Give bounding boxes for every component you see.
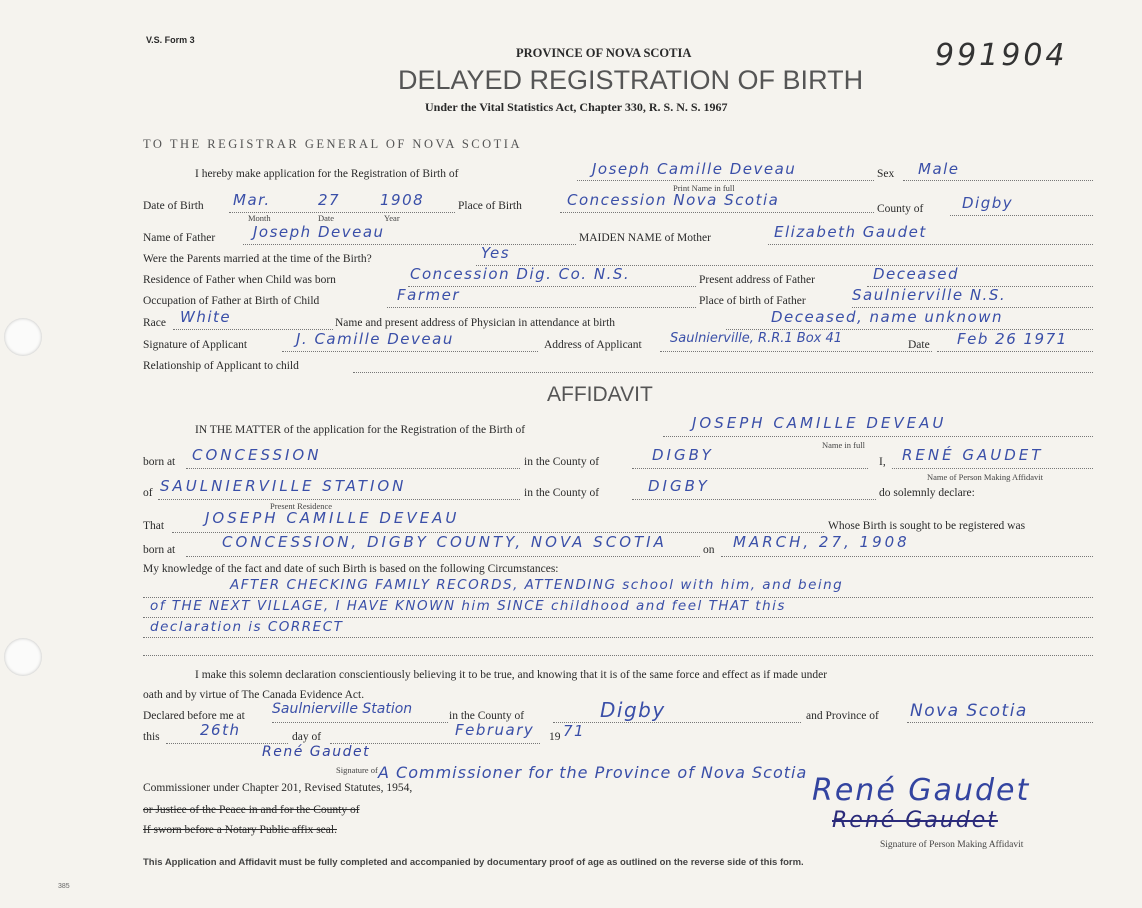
sex-value: Male (918, 160, 960, 178)
solemnly-label: do solemnly declare: (879, 487, 975, 499)
day-of-label: day of (292, 731, 322, 743)
solemn-text: I make this solemn declaration conscientiously believing it to be true, and knowing that it is of the same force and effect as if made under (195, 669, 828, 681)
circ-line-4 (143, 655, 1093, 656)
child-name-value: Joseph Camille Deveau (592, 160, 797, 178)
province-heading: PROVINCE OF NOVA SCOTIA (516, 46, 692, 60)
sig-applicant-label: Signature of Applicant (143, 339, 248, 351)
form-code: V.S. Form 3 (146, 35, 195, 45)
father-birth-label: Place of birth of Father (699, 295, 806, 307)
person-signature: René Gaudet (812, 773, 1031, 808)
res-father-value: Concession Dig. Co. N.S. (410, 265, 631, 283)
date-caption: Date (318, 213, 335, 223)
apply-label: I hereby make application for the Registration of Birth of (195, 168, 459, 180)
oath-text: oath and by virtue of The Canada Evidence Act. (143, 689, 365, 701)
county-of-line-2 (632, 499, 876, 500)
year-caption: Year (384, 213, 400, 223)
day-value: 26th (200, 721, 241, 739)
relationship-line (353, 372, 1093, 373)
signature-of-caption: Signature of (336, 765, 378, 775)
mother-value: Elizabeth Gaudet (774, 223, 927, 241)
i-label: I, (879, 456, 886, 468)
matter-name-value: JOSEPH CAMILLE DEVEAU (692, 414, 947, 432)
born-place-value: CONCESSION, DIGBY COUNTY, NOVA SCOTIA (222, 533, 667, 551)
born-at-label-2: born at (143, 544, 176, 556)
race-label: Race (143, 317, 166, 329)
county-label-2: in the County of (449, 710, 525, 722)
punch-hole (4, 638, 42, 676)
page-title: DELAYED REGISTRATION OF BIRTH (398, 65, 864, 95)
married-label: Were the Parents married at the time of the Birth? (143, 253, 372, 265)
justice-line: or Justice of the Peace in and for the County of (143, 804, 360, 816)
county-of-value: DIGBY (652, 446, 714, 464)
knowledge-label: My knowledge of the fact and date of such Birth is based on the following Circumstances: (143, 563, 559, 575)
date-line (937, 351, 1093, 352)
race-value: White (180, 308, 232, 326)
month-caption: Month (248, 213, 271, 223)
county-of-value-2: DIGBY (648, 477, 710, 495)
father-birth-value: Saulnierville N.S. (852, 286, 1007, 304)
declared-label: Declared before me at (143, 710, 245, 722)
place-label: Place of Birth (458, 200, 522, 212)
addr-applicant-label: Address of Applicant (544, 339, 642, 351)
affidavit-heading: AFFIDAVIT (547, 383, 653, 406)
dob-month-value: Mar. (233, 191, 271, 209)
on-label: on (703, 544, 715, 556)
sig-applicant-value: J. Camille Deveau (296, 330, 454, 348)
that-value: JOSEPH CAMILLE DEVEAU (205, 509, 460, 527)
registration-number: 991904 (935, 38, 1068, 73)
born-at-value: CONCESSION (192, 446, 322, 464)
circumstances-line-1: AFTER CHECKING FAMILY RECORDS, ATTENDING school with him, and being (230, 577, 844, 593)
date-value: Feb 26 1971 (957, 330, 1068, 348)
occupation-line (387, 307, 696, 308)
residence-line (158, 499, 520, 500)
county-label: County of (877, 203, 924, 215)
born-place-line (186, 556, 700, 557)
present-father-label: Present address of Father (699, 274, 815, 286)
person-line (892, 468, 1093, 469)
occupation-label: Occupation of Father at Birth of Child (143, 295, 320, 307)
sex-line (903, 180, 1093, 181)
circ-line-3 (143, 637, 1093, 638)
notary-line: If sworn before a Notary Public affix seal. (143, 824, 337, 836)
province-label: and Province of (806, 710, 879, 722)
place-line (560, 212, 874, 213)
present-residence-caption: Present Residence (270, 501, 333, 511)
born-date-line (721, 556, 1093, 557)
present-father-value: Deceased (873, 265, 960, 283)
relationship-label: Relationship of Applicant to child (143, 360, 299, 372)
name-line (577, 180, 874, 181)
sex-label: Sex (877, 168, 895, 180)
county-of-label: in the County of (524, 456, 600, 468)
punch-hole (4, 318, 42, 356)
to-registrar-line: TO THE REGISTRAR GENERAL OF NOVA SCOTIA (143, 137, 523, 151)
sig-applicant-line (282, 351, 538, 352)
county-value-2: Digby (600, 698, 666, 722)
addr-applicant-value: Saulnierville, R.R.1 Box 41 (670, 331, 843, 346)
commissioner-signature: René Gaudet (262, 744, 371, 760)
circumstances-line-2: of THE NEXT VILLAGE, I HAVE KNOWN him SINCE childhood and feel THAT this (150, 598, 786, 614)
dob-year-value: 1908 (380, 191, 425, 209)
county-value: Digby (962, 194, 1014, 212)
person-caption: Name of Person Making Affidavit (927, 472, 1043, 482)
county-of-line (632, 468, 868, 469)
year-prefix: 19 (549, 731, 561, 743)
born-at-line (186, 468, 520, 469)
commissioner-value: A Commissioner for the Province of Nova Scotia (378, 763, 808, 782)
province-line (907, 722, 1093, 723)
corner-code: 385 (58, 883, 70, 890)
circ-line-2 (143, 617, 1093, 618)
father-label: Name of Father (143, 232, 216, 244)
name-in-full-caption: Name in full (822, 440, 865, 450)
print-name-caption: Print Name in full (673, 183, 735, 193)
whose-birth-label: Whose Birth is sought to be registered was (828, 520, 1026, 532)
dob-label: Date of Birth (143, 200, 204, 212)
physician-value: Deceased, name unknown (771, 308, 1004, 326)
subtitle: Under the Vital Statistics Act, Chapter 330, R. S. N. S. 1967 (425, 100, 728, 114)
matter-label: IN THE MATTER of the application for the Registration of the Birth of (195, 424, 526, 436)
circumstances-line-3: declaration is CORRECT (150, 619, 344, 635)
father-line (243, 244, 576, 245)
date-label: Date (908, 339, 930, 351)
of-label: of (143, 487, 153, 499)
person-signature-caption: Signature of Person Making Affidavit (880, 840, 1024, 850)
born-date-value: MARCH, 27, 1908 (733, 533, 910, 551)
father-value: Joseph Deveau (253, 223, 385, 241)
physician-label: Name and present address of Physician in attendance at birth (335, 317, 616, 329)
mother-line (768, 244, 1093, 245)
addr-applicant-line (660, 351, 932, 352)
person-signature-crossed: René Gaudet (832, 808, 998, 833)
county-line-2 (553, 722, 801, 723)
year-value: 71 (563, 722, 586, 740)
matter-line (663, 436, 1093, 437)
commissioner-line: Commissioner under Chapter 201, Revised Statutes, 1954, (143, 782, 413, 794)
declared-place-value: Saulnierville Station (272, 701, 413, 717)
residence-value: SAULNIERVILLE STATION (160, 477, 407, 495)
place-value: Concession Nova Scotia (567, 191, 780, 209)
born-at-label: born at (143, 456, 176, 468)
mother-label: MAIDEN NAME of Mother (579, 232, 711, 244)
county-of-label-2: in the County of (524, 487, 600, 499)
month-value: February (455, 721, 535, 739)
that-label: That (143, 520, 165, 532)
dob-day-value: 27 (318, 191, 341, 209)
county-line (950, 215, 1093, 216)
occupation-value: Farmer (397, 286, 460, 304)
declared-line (272, 722, 448, 723)
this-label: this (143, 731, 160, 743)
person-value: RENÉ GAUDET (902, 446, 1044, 464)
province-value: Nova Scotia (910, 701, 1028, 721)
res-father-label: Residence of Father when Child was born (143, 274, 336, 286)
married-value: Yes (481, 244, 511, 262)
footer-note: This Application and Affidavit must be fully completed and accompanied by documentary proof of age as outlined on the reverse side of this form. (143, 857, 804, 868)
